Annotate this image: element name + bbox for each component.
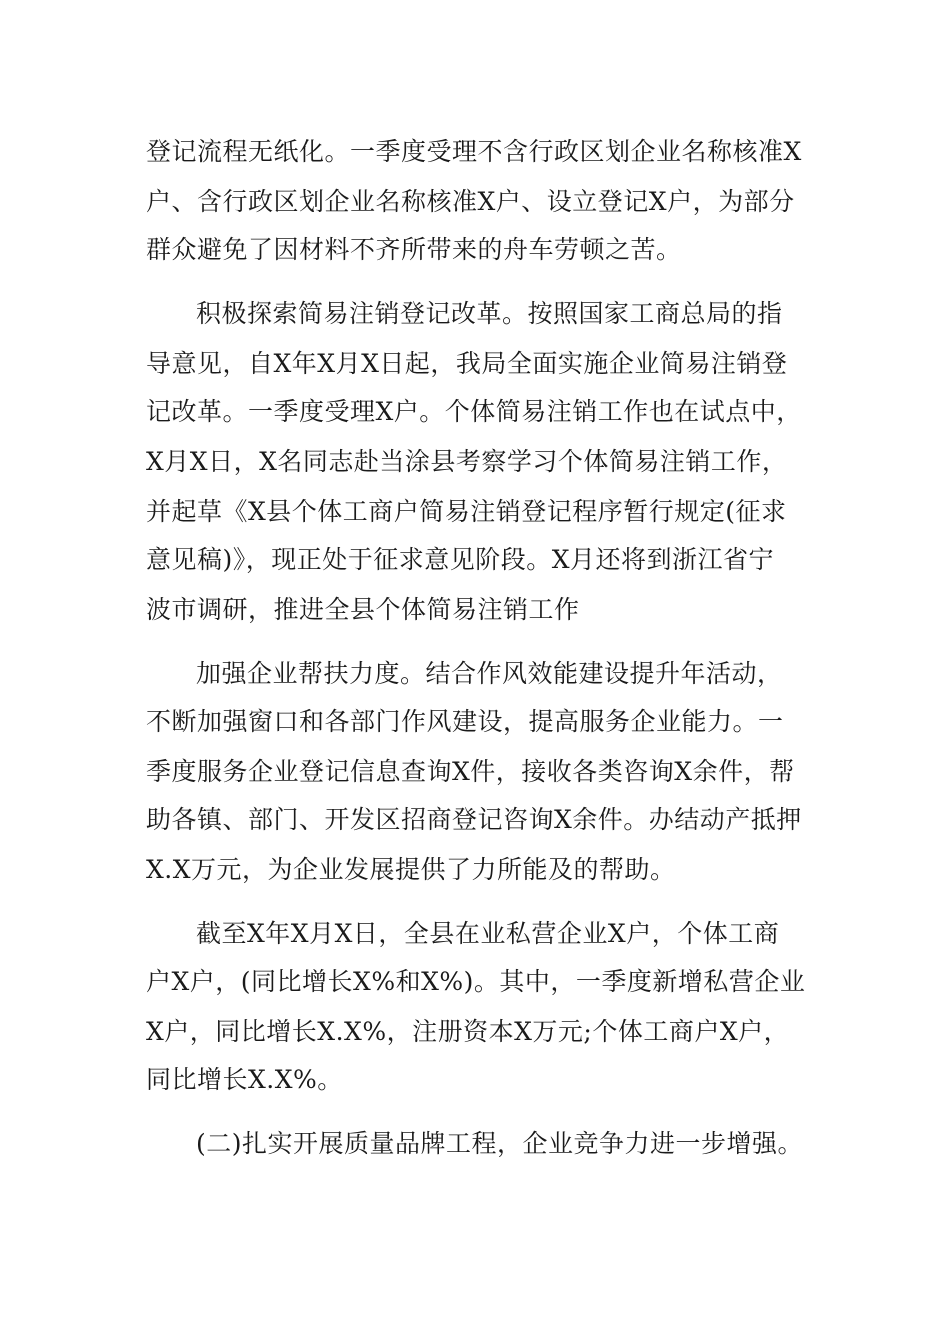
paragraph-line: 并起草《X县个体工商户简易注销登记程序暂行规定(征求 <box>146 497 787 526</box>
paragraph-line: X.X万元，为企业发展提供了力所能及的帮助。 <box>146 855 676 884</box>
paragraph-line: 助各镇、部门、开发区招商登记咨询X余件。办结动产抵押 <box>146 805 802 834</box>
paragraph-line: 不断加强窗口和各部门作风建设，提高服务企业能力。一 <box>146 707 784 736</box>
paragraph-line: 户X户，(同比增长X%和X%)。其中，一季度新增私营企业 <box>146 967 806 996</box>
paragraph-line: 导意见，自X年X月X日起，我局全面实施企业简易注销登 <box>146 349 788 378</box>
paragraph-line: 同比增长X.X%。 <box>146 1065 343 1094</box>
paragraph-line: 记改革。一季度受理X户。个体简易注销工作也在试点中， <box>146 397 802 426</box>
paragraph-line: 群众避免了因材料不齐所带来的舟车劳顿之苦。 <box>146 235 682 264</box>
paragraph-line: 波市调研，推进全县个体简易注销工作 <box>146 595 580 624</box>
paragraph-line: 季度服务企业登记信息查询X件，接收各类咨询X余件，帮 <box>146 757 795 786</box>
paragraph-line: 意见稿)》，现正处于征求意见阶段。X月还将到浙江省宁 <box>146 545 775 574</box>
paragraph-line: X户，同比增长X.X%，注册资本X万元;个体工商户X户， <box>146 1017 790 1046</box>
paragraph-line: X月X日，X名同志赴当涂县考察学习个体简易注销工作， <box>146 447 788 476</box>
paragraph-line: 积极探索简易注销登记改革。按照国家工商总局的指 <box>196 299 783 328</box>
paragraph-line: 截至X年X月X日，全县在业私营企业X户，个体工商 <box>196 919 780 948</box>
paragraph-line: 户、含行政区划企业名称核准X户、设立登记X户，为部分 <box>146 187 795 216</box>
paragraph-line: 登记流程无纸化。一季度受理不含行政区划企业名称核准X <box>146 137 802 166</box>
paragraph-line: 加强企业帮扶力度。结合作风效能建设提升年活动， <box>196 659 783 688</box>
section-heading: (二)扎实开展质量品牌工程，企业竞争力进一步增强。 <box>196 1129 804 1158</box>
